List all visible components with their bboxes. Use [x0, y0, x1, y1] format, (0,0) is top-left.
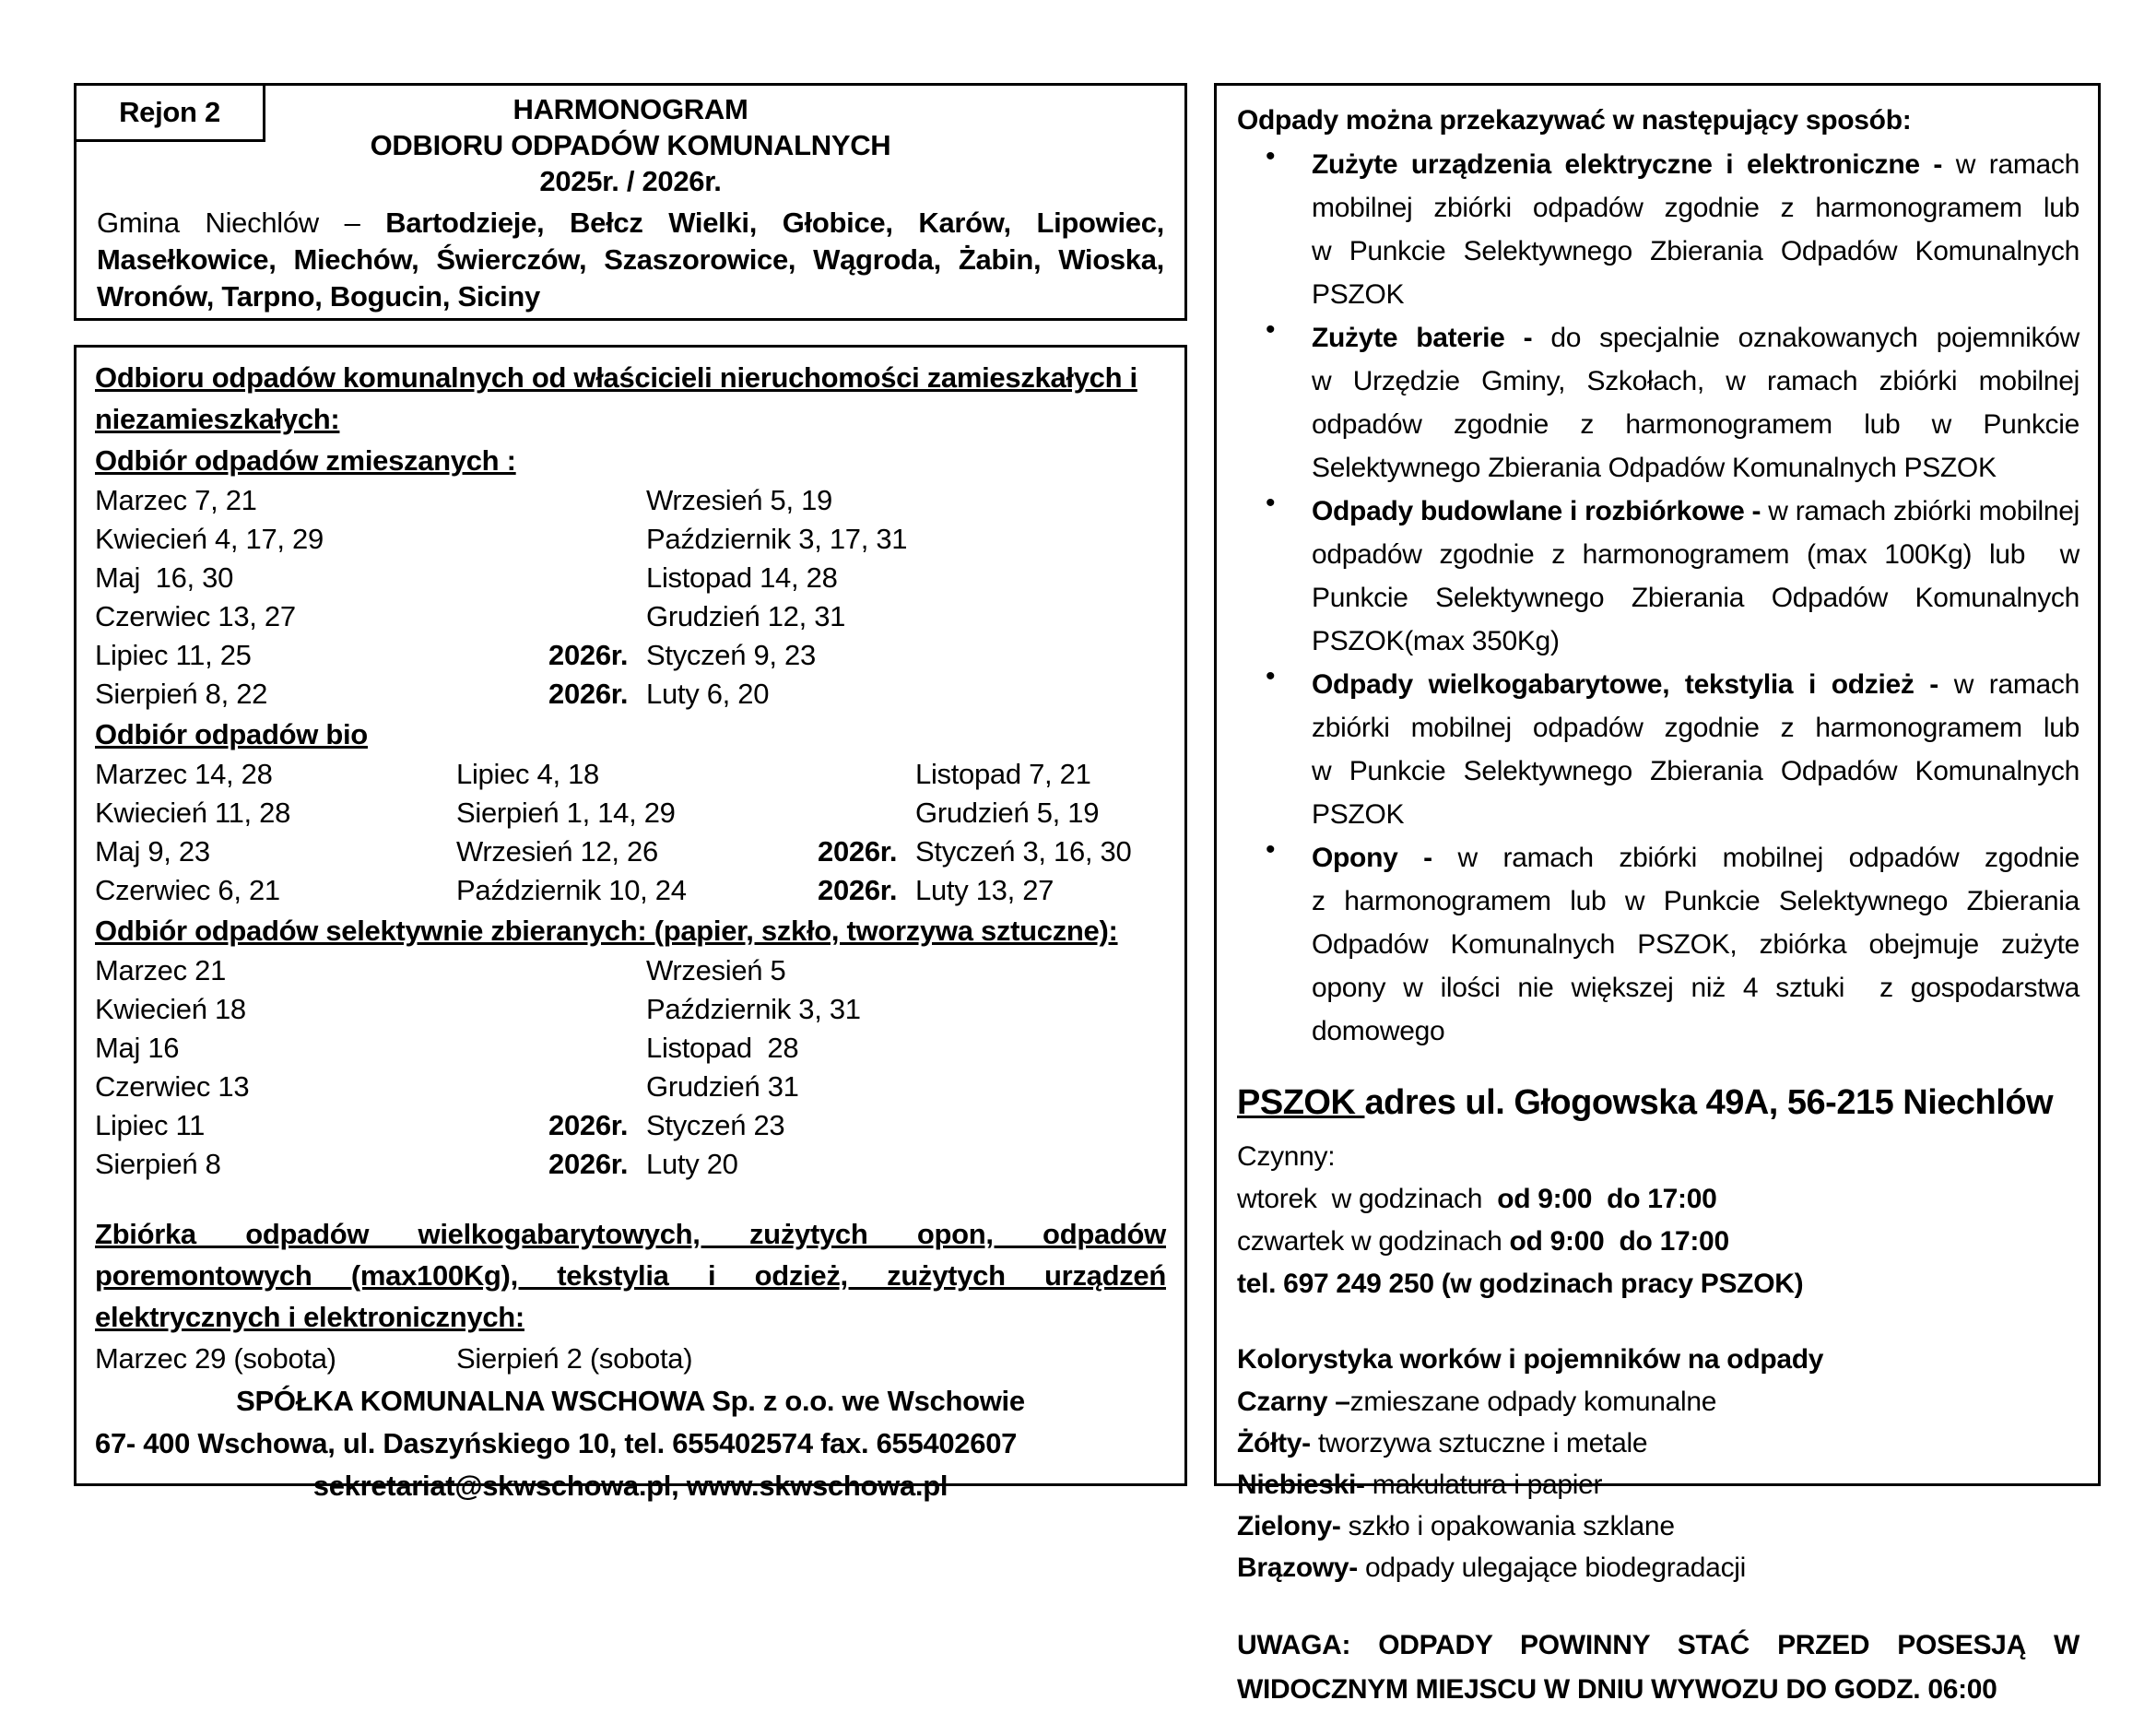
date-value: Luty 6, 20 — [646, 678, 770, 710]
date-cell: Kwiecień 11, 28 — [95, 797, 291, 829]
date-cell: Sierpień 8, 22 — [95, 678, 268, 710]
municipality-paragraph — [97, 205, 1164, 315]
list-item — [1237, 143, 2079, 316]
schedule-row — [95, 520, 1166, 559]
pszok-address: adres ul. Głogowska 49A, 56-215 Niechlów — [1364, 1083, 2054, 1122]
region-label: Rejon 2 — [119, 96, 220, 128]
color-desc: zmieszane odpady komunalne — [1349, 1387, 1717, 1417]
title-line-3: 2025r. / 2026r. — [539, 165, 722, 197]
color-item-black — [1237, 1381, 2079, 1423]
year-prefix: 2026r. — [548, 678, 629, 710]
date-cell — [548, 1145, 1166, 1184]
pszok-open-label: Czynny: — [1237, 1141, 1336, 1172]
date-value: Listopad 14, 28 — [646, 561, 838, 594]
title-line-1: HARMONOGRAM — [512, 93, 748, 125]
colors-heading: Kolorystyka worków i pojemników na odpady — [1237, 1344, 1824, 1375]
date-value: Grudzień 5, 19 — [915, 797, 1100, 829]
header-box — [74, 83, 1187, 321]
bullet-body: w ramach zbiórki mobilnej odpadów zgodnie z harmonogramem lub w Punkcie Selektywnego Zbierania Odpadów Komunalnych PSZOK, zbiórka obejmuje zużyte opony w ilości nie większej niż 4 sztuki z gospodarstwa domowego — [1312, 843, 2079, 1046]
region-label-box — [74, 83, 265, 142]
schedule-row — [95, 675, 1166, 714]
date-value: Grudzień 31 — [646, 1070, 799, 1103]
date-cell: Czerwiec 13 — [95, 1070, 250, 1103]
date-cell: Kwiecień 18 — [95, 993, 246, 1025]
date-cell: Kwiecień 4, 17, 29 — [95, 523, 324, 555]
list-item — [1237, 316, 2079, 490]
date-cell: Maj 16 — [95, 1032, 180, 1064]
date-cell — [548, 1029, 1166, 1068]
date-cell — [548, 597, 1166, 636]
date-value: Styczeń 9, 23 — [646, 639, 816, 671]
date-cell — [548, 675, 1166, 714]
schedule-row — [95, 755, 1166, 794]
mixed-waste-heading: Odbiór odpadów zmieszanych : — [95, 444, 516, 477]
date-cell: Wrzesień 12, 26 — [456, 835, 658, 868]
date-cell — [818, 755, 1166, 794]
list-item — [1237, 836, 2079, 1053]
schedule-row — [95, 1068, 1166, 1106]
bulky-waste-heading: Zbiórka odpadów wielkogabarytowych, zużytych opon, odpadów poremontowych (max100Kg), tekstylia i odzież, zużytych urządzeń elektrycznych i elektronicznych: — [95, 1218, 1166, 1333]
date-cell — [548, 520, 1166, 559]
date-value: Listopad 28 — [646, 1032, 799, 1064]
color-name: Czarny – — [1237, 1387, 1350, 1417]
bullet-text — [1312, 316, 2079, 490]
selective-waste-heading: Odbiór odpadów selektywnie zbieranych: (papier, szkło, tworzywa sztuczne): — [95, 915, 1118, 947]
date-cell: Marzec 14, 28 — [95, 758, 273, 790]
date-cell: Sierpień 1, 14, 29 — [456, 797, 676, 829]
date-value: Grudzień 12, 31 — [646, 600, 846, 632]
color-name: Brązowy- — [1237, 1553, 1358, 1583]
date-value: Październik 3, 17, 31 — [646, 523, 908, 555]
color-item-blue — [1237, 1464, 2079, 1505]
date-cell — [548, 951, 1166, 990]
date-cell: Sierpień 2 (sobota) — [456, 1342, 693, 1375]
color-item-yellow — [1237, 1423, 2079, 1464]
bullet-lead: Zużyte baterie - — [1312, 323, 1551, 353]
date-cell: Marzec 29 (sobota) — [95, 1342, 336, 1375]
villages-list: Bartodzieje, Bełcz Wielki, Głobice, Karów, Lipowiec, Masełkowice, Miechów, Świerczów, Szaszorowice, Wągroda, Żabin, Wioska, Wronów, Tarpno, Bogucin, Siciny — [97, 207, 1164, 313]
schedule-row — [95, 871, 1166, 910]
color-desc: odpady ulegające biodegradacji — [1357, 1553, 1746, 1583]
date-value: Styczeń 23 — [646, 1109, 785, 1141]
schedule-row — [95, 559, 1166, 597]
date-value: Listopad 7, 21 — [915, 758, 1091, 790]
date-cell — [818, 832, 1166, 871]
pszok-name: PSZOK — [1237, 1083, 1365, 1122]
date-value: Wrzesień 5 — [646, 954, 786, 986]
bullet-lead: Odpady wielkogabarytowe, tekstylia i odzież - — [1312, 669, 1954, 700]
date-cell: Lipiec 11, 25 — [95, 639, 252, 671]
bullet-lead: Odpady budowlane i rozbiórkowe - — [1312, 496, 1769, 526]
list-item — [1237, 663, 2079, 836]
date-cell: Marzec 7, 21 — [95, 484, 257, 516]
list-item — [1237, 490, 2079, 663]
color-item-brown — [1237, 1547, 2079, 1588]
bio-waste-heading: Odbiór odpadów bio — [95, 718, 368, 750]
date-cell: Sierpień 8 — [95, 1148, 221, 1180]
intro-heading: Odbioru odpadów komunalnych od właścicieli nieruchomości zamieszkałych i niezamieszkałych: — [95, 361, 1137, 435]
color-desc: makulatura i papier — [1364, 1470, 1603, 1500]
bullet-icon: • — [1266, 141, 1276, 171]
info-heading: Odpady można przekazywać w następujący sposób: — [1237, 105, 1912, 136]
pszok-hours-tuesday — [1237, 1178, 2079, 1221]
date-cell: Czerwiec 13, 27 — [95, 600, 296, 632]
date-value: Październik 3, 31 — [646, 993, 861, 1025]
hours-value: od 9:00 do 17:00 — [1509, 1226, 1729, 1257]
schedule-row — [95, 636, 1166, 675]
schedule-row — [95, 597, 1166, 636]
date-cell — [818, 794, 1166, 832]
pszok-hours-thursday — [1237, 1221, 2079, 1263]
year-prefix: 2026r. — [548, 1148, 629, 1180]
date-cell: Czerwiec 6, 21 — [95, 874, 280, 906]
date-cell: Lipiec 4, 18 — [456, 758, 599, 790]
schedule-row — [95, 1338, 1166, 1380]
color-name: Zielony- — [1237, 1511, 1341, 1541]
color-name: Niebieski- — [1237, 1470, 1365, 1500]
date-cell — [818, 871, 1166, 910]
bullet-body: do specjalnie oznakowanych pojemników w Urzędzie Gminy, Szkołach, w ramach zbiórki mobilnej odpadów zgodnie z harmonogramem lub w Punkcie Selektywnego Zbierania Odpadów Komunalnych PSZOK — [1312, 323, 2079, 483]
schedule-row — [95, 990, 1166, 1029]
date-cell — [548, 1068, 1166, 1106]
date-cell: Marzec 21 — [95, 954, 227, 986]
day-label: czwartek w godzinach — [1237, 1226, 1510, 1257]
date-cell: Maj 16, 30 — [95, 561, 234, 594]
company-contact: sekretariat@skwschowa.pl, www.skwschowa.pl — [312, 1470, 948, 1502]
notice-text: UWAGA: ODPADY POWINNY STAĆ PRZED POSESJĄ W WIDOCZNYM MIEJSCU W DNIU WYWOZU DO GODZ. 06:00 — [1237, 1630, 2079, 1705]
year-prefix: 2026r. — [548, 639, 629, 671]
schedule-box — [74, 345, 1187, 1502]
date-value: Luty 20 — [646, 1148, 738, 1180]
day-label: wtorek w godzinach — [1237, 1184, 1498, 1214]
bullet-icon: • — [1266, 488, 1276, 518]
schedule-row — [95, 1106, 1166, 1145]
pszok-heading — [1237, 1079, 2079, 1127]
pszok-phone: tel. 697 249 250 (w godzinach pracy PSZOK) — [1237, 1269, 1804, 1299]
year-prefix: 2026r. — [818, 874, 898, 906]
hours-value: od 9:00 do 17:00 — [1497, 1184, 1717, 1214]
date-cell: Maj 9, 23 — [95, 835, 210, 868]
color-item-green — [1237, 1505, 2079, 1547]
bullet-body: w ramach mobilnej zbiórki odpadów zgodnie z harmonogramem lub w Punkcie Selektywnego Zbierania Odpadów Komunalnych PSZOK — [1312, 149, 2080, 310]
date-value: Luty 13, 27 — [915, 874, 1054, 906]
bullet-lead: Zużyte urządzenia elektryczne i elektroniczne - — [1312, 149, 1956, 180]
bullet-text — [1312, 490, 2079, 663]
schedule-row — [95, 794, 1166, 832]
bullet-icon: • — [1266, 834, 1276, 865]
bullet-text — [1312, 836, 2079, 1053]
bullet-icon: • — [1266, 661, 1276, 691]
year-prefix: 2026r. — [818, 835, 898, 868]
title-line-2: ODBIORU ODPADÓW KOMUNALNYCH — [370, 129, 891, 161]
company-name: SPÓŁKA KOMUNALNA WSCHOWA Sp. z o.o. we Wschowie — [236, 1385, 1025, 1417]
date-cell — [548, 559, 1166, 597]
color-desc: szkło i opakowania szklane — [1340, 1511, 1675, 1541]
date-cell — [548, 636, 1166, 675]
date-cell — [548, 481, 1166, 520]
date-cell — [548, 1106, 1166, 1145]
bullet-text — [1312, 663, 2079, 836]
gmina-prefix: Gmina Niechlów – — [97, 207, 386, 239]
schedule-row — [95, 1029, 1166, 1068]
bullet-text — [1312, 143, 2079, 316]
date-cell — [548, 990, 1166, 1029]
color-name: Żółty- — [1237, 1428, 1311, 1458]
schedule-row — [95, 832, 1166, 871]
date-cell: Lipiec 11 — [95, 1109, 206, 1141]
year-prefix: 2026r. — [548, 1109, 629, 1141]
bullet-body: w ramach zbiórki mobilnej odpadów zgodnie z harmonogramem lub w Punkcie Selektywnego Zbierania Odpadów Komunalnych PSZOK — [1312, 669, 2079, 830]
schedule-row — [95, 481, 1166, 520]
color-desc: tworzywa sztuczne i metale — [1310, 1428, 1648, 1458]
date-value: Wrzesień 5, 19 — [646, 484, 832, 516]
schedule-row — [95, 1145, 1166, 1184]
bullet-lead: Opony - — [1312, 843, 1458, 873]
bullet-body: w ramach zbiórki mobilnej odpadów zgodnie z harmonogramem (max 100Kg) lub w Punkcie Selektywnego Zbierania Odpadów Komunalnych PSZOK(max 350Kg) — [1312, 496, 2079, 656]
info-box — [1214, 83, 2101, 1705]
date-cell: Październik 10, 24 — [456, 874, 687, 906]
schedule-row — [95, 951, 1166, 990]
bullet-icon: • — [1266, 314, 1276, 345]
date-value: Styczeń 3, 16, 30 — [915, 835, 1132, 868]
company-address: 67- 400 Wschowa, ul. Daszyńskiego 10, tel. 655402574 fax. 655402607 — [95, 1427, 1018, 1459]
